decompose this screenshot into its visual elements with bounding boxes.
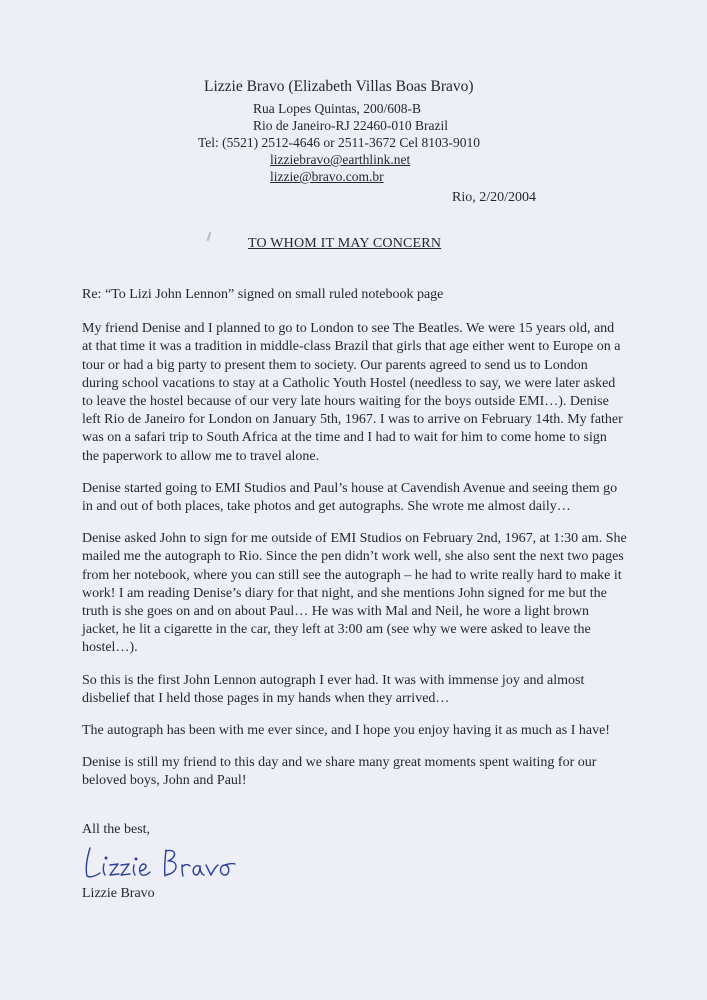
letter-body [82, 286, 627, 805]
paragraph-2: Denise started going to EMI Studios and Paul’s house at Cavendish Avenue and seeing them go in and out of both places, take photos and get autographs. She wrote me almost daily… [82, 480, 618, 515]
signer-name: Lizzie Bravo [82, 886, 155, 901]
address-line-2: Rio de Janeiro-RJ 22460-010 Brazil [253, 118, 448, 133]
paragraph-1: My friend Denise and I planned to go to London to see The Beatles. We were 15 years old, and at that time it was a tradition in middle-class Brazil that girls that age either went to Europe on a tour or had a big party to present them to society. Our parents agreed to send us to London during school vacations to stay at a Catholic Youth Hostel (needless to say, we were later asked to leave the hostel because of our very late hours waiting for the boys outside EMI…). Denise left Rio de Janeiro for London on January 5th, 1967. I was to arrive on February 14th. My father was on a safari trip to South Africa at the time and I had to wait for him to come home to sign the paperwork to allow me to travel alone. [82, 321, 623, 464]
paragraph-4: So this is the first John Lennon autograph I ever had. It was with immense joy and almost disbelief that I held those pages in my hands when they arrived… [82, 672, 585, 706]
closing: All the best, [82, 822, 151, 837]
letter-date: Rio, 2/20/2004 [452, 190, 537, 205]
address-line-1: Rua Lopes Quintas, 200/608-B [253, 101, 421, 116]
re-line: Re: “To Lizi John Lennon” signed on small ruled notebook page [82, 287, 444, 302]
paragraph-5: The autograph has been with me ever since, and I hope you enjoy having it as much as I have! [82, 723, 610, 739]
email-link-2[interactable]: lizzie@bravo.com.br [270, 169, 384, 184]
phone-line: Tel: (5521) 2512-4646 or 2511-3672 Cel 8103-9010 [198, 135, 481, 150]
paper-mark [207, 232, 212, 241]
paragraph-3: Denise asked John to sign for me outside of EMI Studios on February 2nd, 1967, at 1:30 am. She mailed me the autograph to Rio. Since the pen didn’t work well, she also sent the next two pages from her notebook, where you can still see the autograph – he had to write really hard to make it work! I am reading Denise’s diary for that night, and she mentions John signed for me but the truth is she goes on and on about Paul… He was with Mal and Neil, he wore a light brown jacket, he lit a cigarette in the car, they left at 3:00 am (see why we were asked to leave the hostel…). [82, 531, 627, 656]
letter-heading: TO WHOM IT MAY CONCERN [248, 236, 442, 251]
letterhead-name: Lizzie Bravo (Elizabeth Villas Boas Bravo) [204, 78, 474, 95]
email-link-1[interactable]: lizziebravo@earthlink.net [270, 152, 411, 167]
paragraph-6: Denise is still my friend to this day and we share many great moments spent waiting for our beloved boys, John and Paul! [82, 755, 597, 789]
handwritten-signature [78, 840, 248, 886]
